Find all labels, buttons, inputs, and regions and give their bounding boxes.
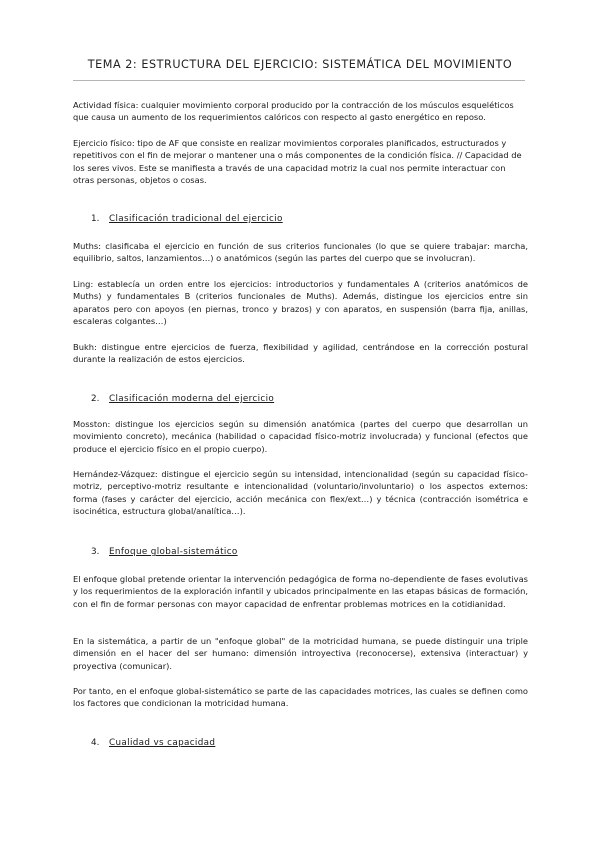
section-title: Clasificación tradicional del ejercicio	[109, 214, 283, 224]
paragraph-hernandez-vazquez: Hernández-Vázquez: distingue el ejercicio según su intensidad, intencionalidad (según su capacidad físico-motriz, perceptivo-motriz resultante e intencionalidad (voluntario/involuntario) o los aspectos externos: forma (fases y carácter del ejercicio, acción mecánica con flex/ext…) y técnica (contracción isométrica e isocinética, estructura global/analítica…).	[73, 469, 528, 517]
title-divider	[73, 80, 525, 81]
section-title: Clasificación moderna del ejercicio	[109, 394, 275, 404]
section-heading-2	[91, 394, 274, 404]
section-heading-4	[91, 738, 215, 748]
paragraph-ling: Ling: establecía un orden entre los ejercicios: introductorios y fundamentales A (criterios anatómicos de Muths) y fundamentales B (criterios funcionales de Muths). Además, distingue los ejercicios entre sin aparatos pero con apoyos (en piernas, tronco y brazos) y con aparatos, en suspensión (barra fija, anillas, escaleras colgantes…)	[73, 279, 528, 327]
paragraph-muths: Muths: clasificaba el ejercicio en función de sus criterios funcionales (lo que se quiere trabajar: marcha, equilibrio, saltos, lanzamientos…) o anatómicos (según las partes del cuerpo que se involucran).	[73, 241, 528, 264]
section-number: 1.	[91, 214, 100, 224]
paragraph-mosston: Mosston: distingue los ejercicios según su dimensión anatómica (partes del cuerpo que desarrollan un movimiento concreto), mecánica (habilidad o capacidad físico-motriz involucrada) y funcional (efectos que produce el ejercicio físico en el propio cuerpo).	[73, 419, 528, 454]
section-title: Enfoque global-sistemático	[109, 547, 238, 557]
section-heading-1	[91, 214, 283, 224]
document-title: TEMA 2: ESTRUCTURA DEL EJERCICIO: SISTEMÁTICA DEL MOVIMIENTO	[87, 58, 513, 71]
section-title: Cualidad vs capacidad	[109, 738, 216, 748]
section-number: 4.	[91, 738, 100, 748]
paragraph-sistematica: En la sistemática, a partir de un "enfoque global" de la motricidad humana, se puede distinguir una triple dimensión en el hacer del ser humano: dimensión introyectiva (reconocerse), extensiva (interactuar) y proyectiva (comunicar).	[73, 636, 528, 671]
section-number: 2.	[91, 394, 100, 404]
ejercicio-fisico-definition: Ejercicio físico: tipo de AF que consiste en realizar movimientos corporales planificados, estructurados y repetitivos con el fin de mejorar o mantener una o más componentes de la condición física. // Capacidad de los seres vivos. Este se manifiesta a través de una capacidad motriz la cual nos permite interactuar con otras personas, objetos o cosas.	[73, 138, 522, 186]
section-heading-3	[91, 547, 238, 557]
section-number: 3.	[91, 547, 100, 557]
paragraph-bukh: Bukh: distingue entre ejercicios de fuerza, flexibilidad y agilidad, centrándose en la corrección postural durante la realización de estos ejercicios.	[73, 342, 528, 365]
paragraph-enfoque-global: El enfoque global pretende orientar la intervención pedagógica de forma no-dependiente de fases evolutivas y los requerimientos de la exploración infantil y ubicados principalmente en las etapas básicas de formación, con el fin de formar personas con mayor capacidad de enfrentar problemas motrices en la cotidianidad.	[73, 574, 528, 609]
actividad-fisica-definition: Actividad física: cualquier movimiento corporal producido por la contracción de los músculos esqueléticos que causa un aumento de los requerimientos calóricos con respecto al gasto energético en reposo.	[73, 100, 514, 123]
paragraph-conclusion: Por tanto, en el enfoque global-sistemático se parte de las capacidades motrices, las cuales se definen como los factores que condicionan la motricidad humana.	[73, 686, 528, 709]
